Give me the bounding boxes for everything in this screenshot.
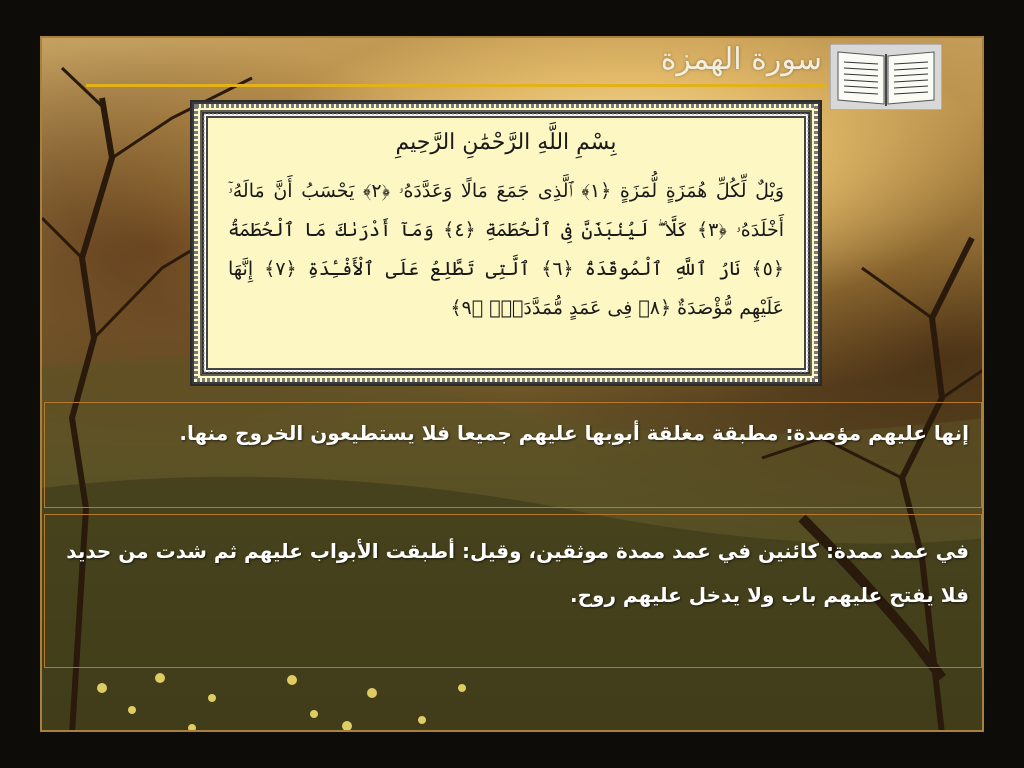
tafsir-text: في عمد ممدة: كائنين في عمد ممدة موثقين، وقيل: أطبقت الأبواب عليهم ثم شدت من حديد فلا يفتح عليهم باب ولا يدخل عليهم روح. <box>66 539 969 607</box>
open-book-icon <box>830 44 942 110</box>
slide-frame <box>40 36 984 732</box>
title-underline <box>86 84 826 87</box>
page-title: سورة الهمزة <box>660 42 822 77</box>
quran-text-panel <box>192 102 820 384</box>
tafsir-box-verse-8 <box>44 402 982 508</box>
basmala: بِسْمِ اللَّهِ الرَّحْمَٰنِ الرَّحِيمِ <box>395 130 617 155</box>
surah-verses: وَيْلٌ لِّكُلِّ هُمَزَةٍ لُّمَزَةٍ ﴿١﴾ ٱلَّذِى جَمَعَ مَالًا وَعَدَّدَهُۥ ﴿٢﴾ يَحْسَبُ أَنَّ مَالَهُۥٓ أَخْلَدَهُۥ ﴿٣﴾ كَلَّا ۖ لَيُنۢبَذَنَّ فِى ٱلْحُطَمَةِ ﴿٤﴾ وَمَآ أَدْرَىٰكَ مَا ٱلْحُطَمَةُ ﴿٥﴾ نَارُ ٱللَّهِ ٱلْمُوقَدَةُ ﴿٦﴾ ٱلَّتِى تَطَّلِعُ عَلَى ٱلْأَفْـِٔدَةِ ﴿٧﴾ إِنَّهَا عَلَيْهِم مُّؤْصَدَةٌ ﴿٨﴾ فِى عَمَدٍ مُّمَدَّدَةٍۭ ﴿٩﴾ <box>228 180 785 319</box>
tafsir-box-verse-9 <box>44 514 982 668</box>
tafsir-text: إنها عليهم مؤصدة: مطبقة مغلقة أبوبها عليهم جميعا فلا يستطيعون الخروج منها. <box>179 421 969 445</box>
